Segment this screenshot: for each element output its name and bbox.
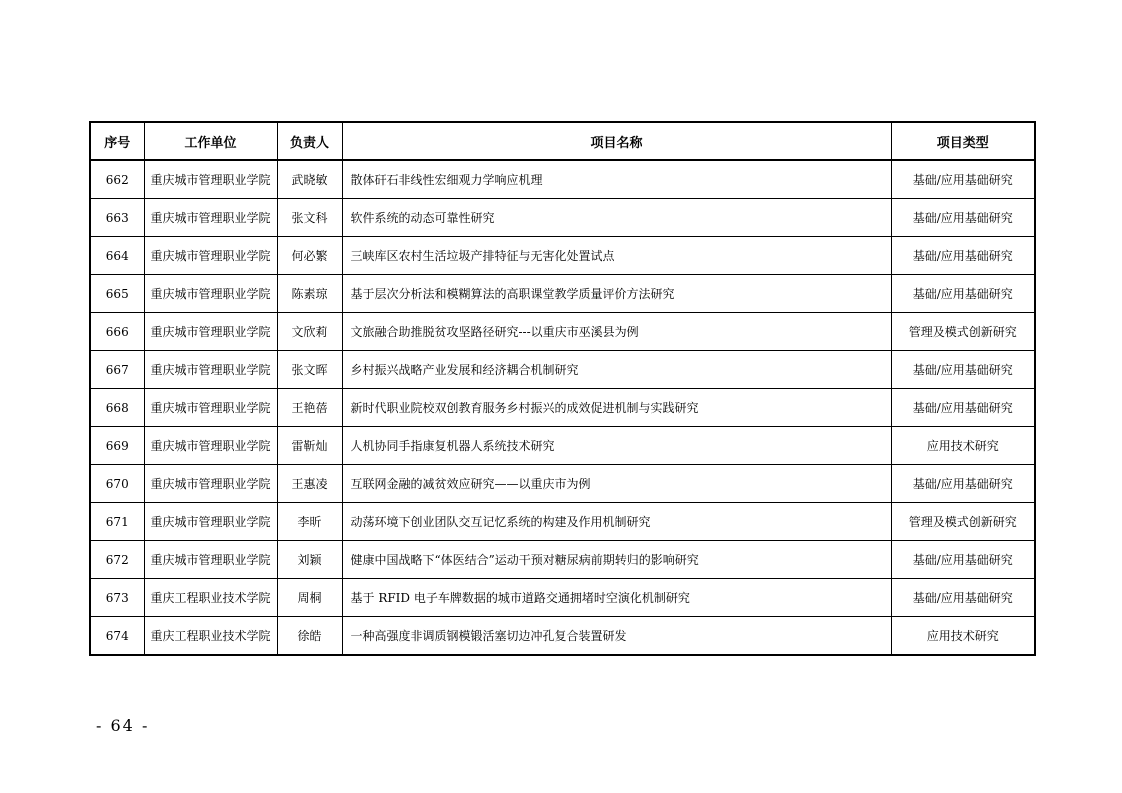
table-row — [90, 275, 1035, 313]
cell-person: 雷靳灿 — [277, 427, 342, 465]
cell-project-type: 基础/应用基础研究 — [891, 389, 1035, 427]
cell-project-name: 三峡库区农村生活垃圾产排特征与无害化处置试点 — [342, 237, 891, 275]
table-row — [90, 199, 1035, 237]
cell-person: 张文晖 — [277, 351, 342, 389]
cell-seq: 664 — [90, 237, 144, 275]
project-table — [89, 121, 1036, 656]
header-name: 项目名称 — [342, 122, 891, 160]
header-type: 项目类型 — [891, 122, 1035, 160]
cell-unit: 重庆工程职业技术学院 — [144, 579, 277, 617]
header-person: 负责人 — [277, 122, 342, 160]
cell-unit: 重庆城市管理职业学院 — [144, 427, 277, 465]
cell-unit: 重庆城市管理职业学院 — [144, 351, 277, 389]
cell-person: 陈素琼 — [277, 275, 342, 313]
cell-project-name: 基于层次分析法和模糊算法的高职课堂教学质量评价方法研究 — [342, 275, 891, 313]
project-table-container — [89, 121, 1034, 656]
table-row — [90, 503, 1035, 541]
cell-unit: 重庆城市管理职业学院 — [144, 313, 277, 351]
cell-seq: 665 — [90, 275, 144, 313]
table-row — [90, 617, 1035, 656]
cell-unit: 重庆城市管理职业学院 — [144, 237, 277, 275]
cell-unit: 重庆城市管理职业学院 — [144, 275, 277, 313]
cell-project-name: 基于 RFID 电子车牌数据的城市道路交通拥堵时空演化机制研究 — [342, 579, 891, 617]
cell-project-type: 基础/应用基础研究 — [891, 160, 1035, 199]
cell-project-name: 散体矸石非线性宏细观力学响应机理 — [342, 160, 891, 199]
cell-person: 徐皓 — [277, 617, 342, 656]
cell-seq: 669 — [90, 427, 144, 465]
cell-project-type: 管理及模式创新研究 — [891, 313, 1035, 351]
cell-project-name: 动荡环境下创业团队交互记忆系统的构建及作用机制研究 — [342, 503, 891, 541]
cell-unit: 重庆城市管理职业学院 — [144, 541, 277, 579]
table-row — [90, 389, 1035, 427]
table-body — [90, 160, 1035, 655]
header-seq: 序号 — [90, 122, 144, 160]
cell-project-name: 新时代职业院校双创教育服务乡村振兴的成效促进机制与实践研究 — [342, 389, 891, 427]
cell-seq: 662 — [90, 160, 144, 199]
cell-project-type: 基础/应用基础研究 — [891, 351, 1035, 389]
cell-project-name: 软件系统的动态可靠性研究 — [342, 199, 891, 237]
cell-project-type: 应用技术研究 — [891, 427, 1035, 465]
table-header-row — [90, 122, 1035, 160]
cell-project-type: 基础/应用基础研究 — [891, 275, 1035, 313]
table-row — [90, 237, 1035, 275]
cell-project-type: 管理及模式创新研究 — [891, 503, 1035, 541]
cell-person: 王惠凌 — [277, 465, 342, 503]
cell-seq: 674 — [90, 617, 144, 656]
cell-person: 周桐 — [277, 579, 342, 617]
cell-unit: 重庆城市管理职业学院 — [144, 160, 277, 199]
cell-person: 张文科 — [277, 199, 342, 237]
cell-project-type: 基础/应用基础研究 — [891, 541, 1035, 579]
cell-unit: 重庆城市管理职业学院 — [144, 503, 277, 541]
table-row — [90, 160, 1035, 199]
cell-person: 何必繁 — [277, 237, 342, 275]
cell-seq: 673 — [90, 579, 144, 617]
cell-unit: 重庆城市管理职业学院 — [144, 465, 277, 503]
cell-project-type: 基础/应用基础研究 — [891, 199, 1035, 237]
cell-person: 王艳蓓 — [277, 389, 342, 427]
cell-person: 文欣莉 — [277, 313, 342, 351]
cell-project-name: 乡村振兴战略产业发展和经济耦合机制研究 — [342, 351, 891, 389]
cell-seq: 666 — [90, 313, 144, 351]
cell-project-name: 健康中国战略下“体医结合”运动干预对糖尿病前期转归的影响研究 — [342, 541, 891, 579]
header-unit: 工作单位 — [144, 122, 277, 160]
cell-project-type: 基础/应用基础研究 — [891, 465, 1035, 503]
cell-seq: 670 — [90, 465, 144, 503]
cell-person: 刘颖 — [277, 541, 342, 579]
cell-unit: 重庆城市管理职业学院 — [144, 199, 277, 237]
cell-project-type: 基础/应用基础研究 — [891, 237, 1035, 275]
cell-seq: 668 — [90, 389, 144, 427]
cell-seq: 672 — [90, 541, 144, 579]
table-row — [90, 313, 1035, 351]
cell-project-name: 互联网金融的减贫效应研究——以重庆市为例 — [342, 465, 891, 503]
cell-person: 李昕 — [277, 503, 342, 541]
cell-person: 武晓敏 — [277, 160, 342, 199]
table-row — [90, 465, 1035, 503]
cell-project-name: 一种高强度非调质钢模锻活塞切边冲孔复合装置研发 — [342, 617, 891, 656]
cell-seq: 671 — [90, 503, 144, 541]
cell-project-type: 基础/应用基础研究 — [891, 579, 1035, 617]
cell-project-type: 应用技术研究 — [891, 617, 1035, 656]
cell-project-name: 人机协同手指康复机器人系统技术研究 — [342, 427, 891, 465]
table-row — [90, 351, 1035, 389]
cell-unit: 重庆城市管理职业学院 — [144, 389, 277, 427]
cell-seq: 667 — [90, 351, 144, 389]
table-row — [90, 541, 1035, 579]
table-row — [90, 579, 1035, 617]
cell-seq: 663 — [90, 199, 144, 237]
table-row — [90, 427, 1035, 465]
cell-project-name: 文旅融合助推脱贫攻坚路径研究---以重庆市巫溪县为例 — [342, 313, 891, 351]
cell-unit: 重庆工程职业技术学院 — [144, 617, 277, 656]
page-number: - 64 - — [96, 716, 150, 735]
